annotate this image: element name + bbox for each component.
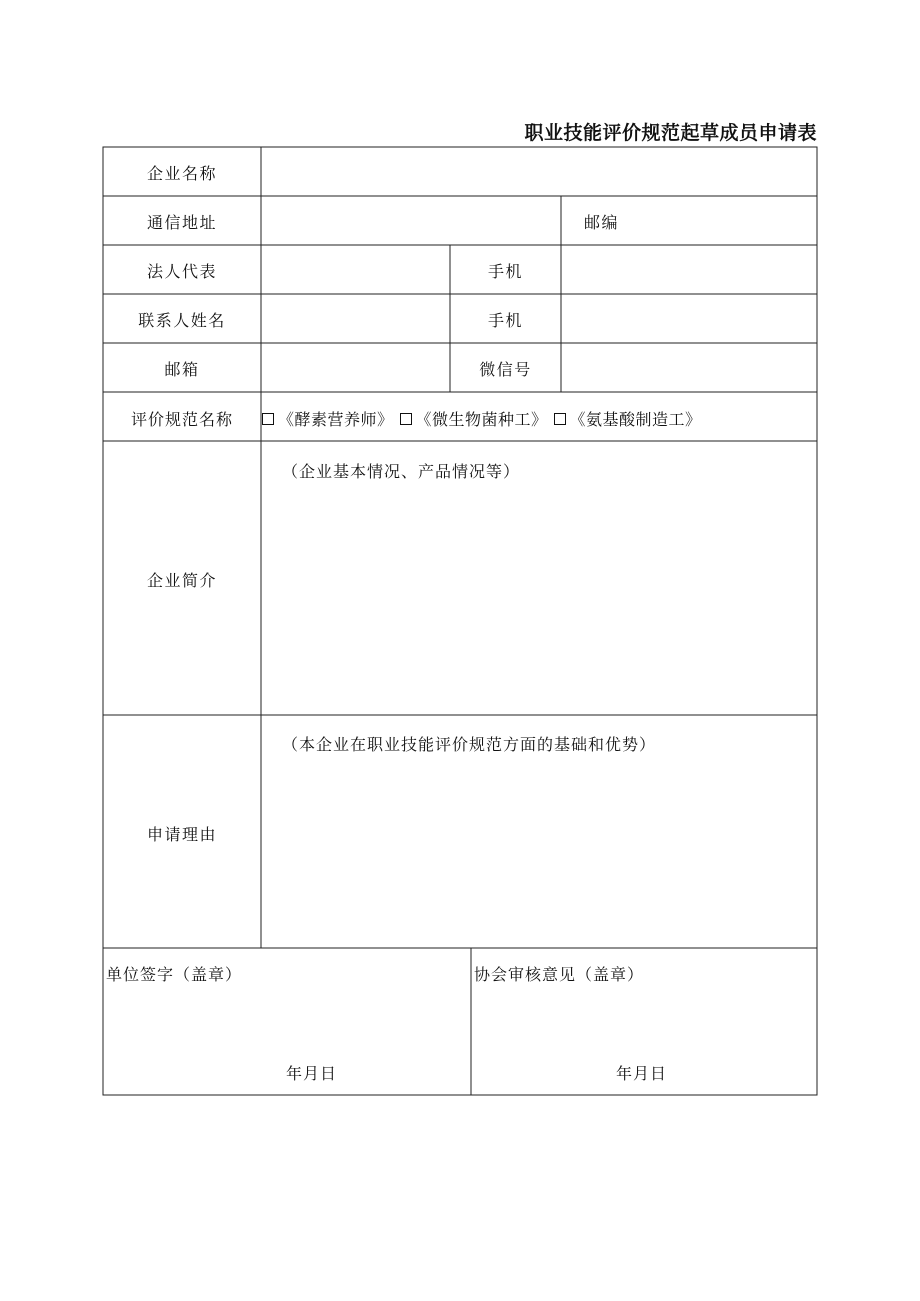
spec-option-label: 《氨基酸制造工》 [569,410,702,429]
label-reason: 申请理由 [146,825,217,844]
label-company-intro: 企业简介 [146,571,217,590]
postcode-field[interactable] [640,197,816,244]
checkbox-icon[interactable] [400,413,412,425]
email-field[interactable] [262,344,449,391]
assoc-review-date: 年月日 [616,1064,668,1083]
spec-option-label: 《微生物菌种工》 [415,410,548,429]
spec-option-amino-acid-maker[interactable] [554,407,702,430]
company-intro-field[interactable] [262,442,816,714]
spec-option-microbial-strain-worker[interactable] [400,407,548,430]
label-legal-rep: 法人代表 [146,262,217,281]
label-mobile-2: 手机 [487,311,523,330]
label-spec-name: 评价规范名称 [130,410,233,429]
label-wechat: 微信号 [479,360,532,379]
label-mobile-1: 手机 [487,262,523,281]
unit-sign-area[interactable] [104,949,470,1094]
spec-options [262,407,702,430]
reason-hint: （本企业在职业技能评价规范方面的基础和优势） [282,735,657,754]
wechat-field[interactable] [562,344,816,391]
assoc-review-area[interactable] [472,949,816,1094]
label-email: 邮箱 [164,360,200,379]
address-field[interactable] [262,197,560,244]
unit-sign-label: 单位签字（盖章） [106,965,243,984]
label-company-name: 企业名称 [146,164,217,183]
spec-option-enzyme-nutritionist[interactable] [262,407,394,430]
checkbox-icon[interactable] [554,413,566,425]
label-postcode: 邮编 [584,213,620,232]
assoc-review-label: 协会审核意见（盖章） [474,965,645,984]
company-name-field[interactable] [262,148,816,195]
contact-mobile-field[interactable] [562,295,816,342]
unit-sign-date: 年月日 [286,1064,338,1083]
legal-rep-mobile-field[interactable] [562,246,816,293]
checkbox-icon[interactable] [262,413,274,425]
label-address: 通信地址 [146,213,217,232]
label-contact-name: 联系人姓名 [138,311,226,330]
legal-rep-field[interactable] [262,246,449,293]
spec-option-label: 《酵素营养师》 [278,410,394,429]
contact-name-field[interactable] [262,295,449,342]
company-intro-hint: （企业基本情况、产品情况等） [282,462,521,481]
reason-field[interactable] [262,716,816,947]
form-title: 职业技能评价规范起草成员申请表 [524,122,817,144]
